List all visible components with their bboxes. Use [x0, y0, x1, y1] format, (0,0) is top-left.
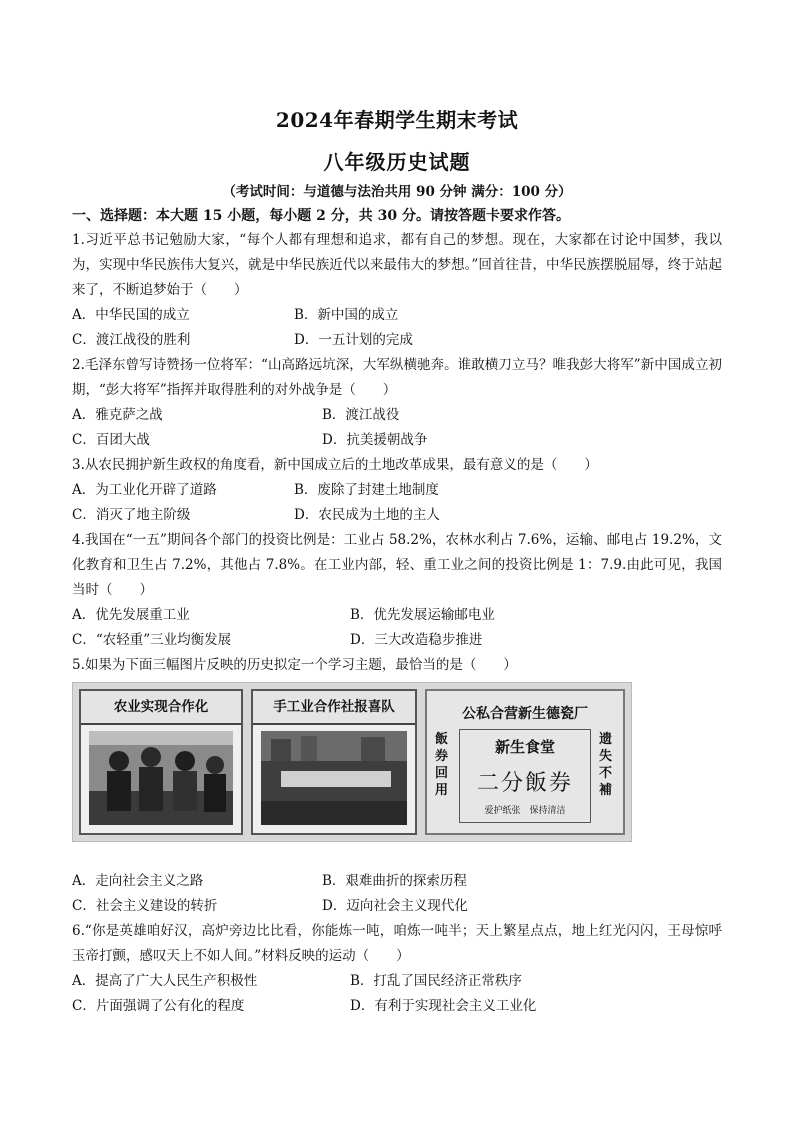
option-c[interactable]: C．社会主义建设的转折 — [72, 898, 218, 914]
question-6 — [72, 919, 722, 1019]
question-5 — [72, 653, 722, 678]
option-b[interactable]: B．打乱了国民经济正常秩序 — [350, 973, 522, 989]
coupon-left-text: 飯券回用 — [435, 732, 449, 798]
option-a[interactable]: A．为工业化开辟了道路 — [72, 482, 217, 498]
option-a[interactable]: A．优先发展重工业 — [72, 607, 190, 623]
option-a[interactable]: A．中华民国的成立 — [72, 307, 190, 323]
option-c[interactable]: C．片面强调了公有化的程度 — [72, 998, 245, 1014]
option-a[interactable]: A．走向社会主义之路 — [72, 873, 204, 889]
question-2 — [72, 353, 722, 453]
option-d[interactable]: D．一五计划的完成 — [294, 332, 413, 348]
section-heading: 一、选择题：本大题 15 小题，每小题 2 分，共 30 分。请按答题卡要求作答。 — [72, 208, 570, 224]
option-a[interactable]: A．提高了广大人民生产积极性 — [72, 973, 258, 989]
handicraft-photo — [261, 731, 407, 825]
question-5-options — [72, 869, 722, 919]
agriculture-photo — [89, 731, 233, 825]
panel-caption: 农业实现合作化 — [81, 691, 241, 725]
question-stem: 4.我国在“一五”期间各个部门的投资比例是：工业占 58.2%，农林水利占 7.6%，运输、邮电占 19.2%，文化教育和卫生占 7.2%，其他占 7.8%。在工业内部，轻、重工业之间的投资比例是 1：7.9.由此可见，我国当时（ ） — [72, 532, 722, 598]
meal-coupon — [425, 689, 625, 835]
photo-panel-handicraft — [251, 689, 417, 835]
exam-title: 2024年春期学生期末考试 — [275, 108, 519, 132]
option-c[interactable]: C．消灭了地主阶级 — [72, 507, 191, 523]
coupon-value: 二分飯券 — [476, 771, 573, 796]
option-b[interactable]: B．废除了封建土地制度 — [294, 482, 439, 498]
parade-image — [261, 731, 407, 825]
question-1 — [72, 228, 722, 353]
option-c[interactable]: C．百团大战 — [72, 432, 150, 448]
option-c[interactable]: C．“农轻重”三业均衡发展 — [72, 632, 232, 648]
question-stem: 2.毛泽东曾写诗赞扬一位将军：“山高路远坑深，大军纵横驰奔。谁敢横刀立马？唯我彭大将军”新中国成立初期，“彭大将军”指挥并取得胜利的对外战争是（ ） — [72, 357, 722, 398]
option-d[interactable]: D．农民成为土地的主人 — [294, 507, 440, 523]
coupon-frame — [459, 729, 591, 823]
option-b[interactable]: B．优先发展运输邮电业 — [350, 607, 495, 623]
option-b[interactable]: B．新中国的成立 — [294, 307, 399, 323]
farmers-image — [89, 731, 233, 825]
question-stem: 1.习近平总书记勉励大家，“每个人都有理想和追求，都有自己的梦想。现在，大家都在讨论中国梦，我以为，实现中华民族伟大复兴，就是中华民族近代以来最伟大的梦想。”回首往昔，中华民族摆脱屈辱，终于站起来了，不断追梦始于（ ） — [72, 232, 722, 298]
option-d[interactable]: D．迈向社会主义现代化 — [322, 898, 468, 914]
option-d[interactable]: D．三大改造稳步推进 — [350, 632, 483, 648]
coupon-heading: 公私合营新生德瓷厂 — [462, 706, 588, 722]
question-stem: 6.“你是英雄咱好汉，高炉旁边比比看，你能炼一吨，咱炼一吨半；天上繁星点点，地上红光闪闪，王母惊呼玉帝打颤，感叹天上不如人间。”材料反映的运动（ ） — [72, 923, 722, 964]
option-b[interactable]: B．艰难曲折的探索历程 — [322, 873, 467, 889]
photo-panel-agriculture — [79, 689, 243, 835]
question-5-figure — [72, 682, 632, 842]
option-b[interactable]: B．渡江战役 — [322, 407, 400, 423]
coupon-footer: 爱护纸张 保持清洁 — [484, 806, 566, 816]
panel-caption: 手工业合作社报喜队 — [253, 691, 415, 725]
question-3 — [72, 453, 722, 528]
exam-subtitle: 八年级历史试题 — [323, 150, 471, 174]
question-4 — [72, 528, 722, 653]
question-stem: 3.从农民拥护新生政权的角度看，新中国成立后的土地改革成果，最有意义的是（ ） — [72, 457, 598, 473]
option-c[interactable]: C．渡江战役的胜利 — [72, 332, 191, 348]
exam-info: （考试时间：与道德与法治共用 90 分钟 满分：100 分） — [222, 184, 572, 200]
coupon-right-text: 遗失不補 — [599, 732, 613, 798]
option-a[interactable]: A．雅克萨之战 — [72, 407, 163, 423]
coupon-canteen: 新生食堂 — [494, 738, 555, 756]
option-d[interactable]: D．抗美援朝战争 — [322, 432, 428, 448]
question-stem: 5.如果为下面三幅图片反映的历史拟定一个学习主题，最恰当的是（ ） — [72, 657, 517, 673]
option-d[interactable]: D．有利于实现社会主义工业化 — [350, 998, 537, 1014]
